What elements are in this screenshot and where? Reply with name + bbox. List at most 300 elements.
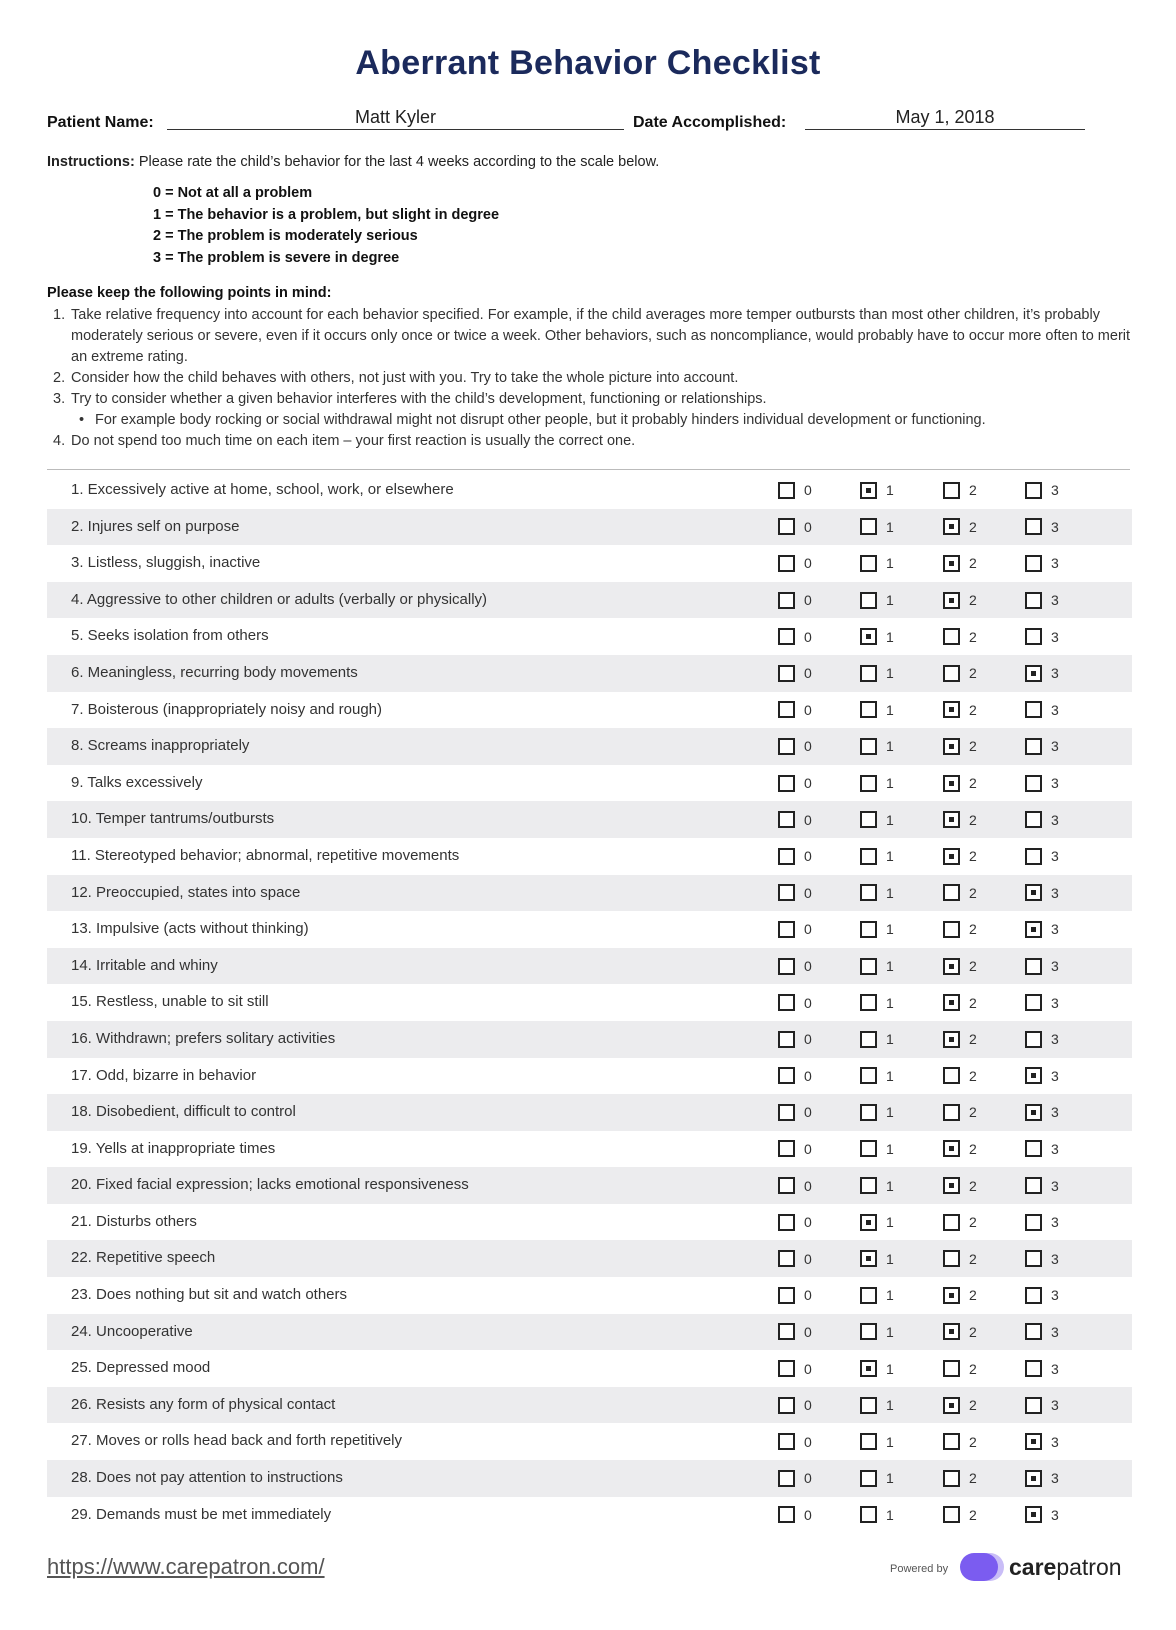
rating-option-3[interactable]	[1025, 1094, 1059, 1131]
rating-option-2[interactable]	[943, 1423, 977, 1460]
rating-checkbox[interactable]	[778, 811, 795, 828]
rating-option-label: 0	[804, 1360, 812, 1377]
date-value[interactable]: May 1, 2018	[895, 107, 995, 127]
rating-option-0[interactable]	[778, 801, 812, 838]
rating-checkbox[interactable]	[860, 921, 877, 938]
rating-checkbox[interactable]	[778, 1360, 795, 1377]
scale-item: 2 = The problem is moderately serious	[153, 228, 418, 244]
rating-checkbox[interactable]	[943, 555, 960, 572]
rating-checkbox[interactable]	[778, 1506, 795, 1523]
rating-checkbox[interactable]	[943, 592, 960, 609]
rating-option-3[interactable]	[1025, 1387, 1059, 1424]
rating-option-label: 1	[886, 1323, 894, 1340]
checklist-row	[47, 911, 1132, 948]
rating-checkbox[interactable]	[860, 1323, 877, 1340]
rating-option-2[interactable]	[943, 984, 977, 1021]
rating-checkbox[interactable]	[778, 775, 795, 792]
rating-option-3[interactable]	[1025, 801, 1059, 838]
rating-checkbox[interactable]	[1025, 1323, 1042, 1340]
checklist-row	[47, 1167, 1132, 1204]
rating-checkbox[interactable]	[943, 994, 960, 1011]
rating-option-label: 3	[1051, 518, 1059, 535]
rating-option-0[interactable]	[778, 692, 812, 729]
rating-option-1[interactable]	[860, 655, 894, 692]
brand-name-bold: care	[1009, 1554, 1057, 1580]
brand-name-rest: patron	[1056, 1554, 1122, 1580]
rating-checkbox[interactable]	[778, 592, 795, 609]
rating-option-2[interactable]	[943, 1387, 977, 1424]
rating-checkbox[interactable]	[860, 482, 877, 499]
rating-option-2[interactable]	[943, 618, 977, 655]
rating-checkbox[interactable]	[778, 1287, 795, 1304]
patient-name-value[interactable]: Matt Kyler	[354, 107, 437, 127]
rating-checkbox[interactable]	[778, 482, 795, 499]
rating-option-3[interactable]	[1025, 984, 1059, 1021]
rating-option-1[interactable]	[860, 948, 894, 985]
rating-checkbox[interactable]	[860, 1104, 877, 1121]
rating-checkbox[interactable]	[1025, 701, 1042, 718]
rating-checkbox[interactable]	[1025, 775, 1042, 792]
rating-option-3[interactable]	[1025, 875, 1059, 912]
checklist-row	[47, 1497, 1132, 1534]
rating-checkbox[interactable]	[860, 1250, 877, 1267]
rating-checkbox[interactable]	[778, 1104, 795, 1121]
rating-option-3[interactable]	[1025, 728, 1059, 765]
rating-option-1[interactable]	[860, 1094, 894, 1131]
rating-checkbox[interactable]	[778, 1140, 795, 1157]
rating-checkbox[interactable]	[943, 1214, 960, 1231]
rating-checkbox[interactable]	[943, 738, 960, 755]
rating-option-label: 0	[804, 701, 812, 718]
rating-checkbox[interactable]	[1025, 1287, 1042, 1304]
rating-checkbox[interactable]	[860, 775, 877, 792]
rating-checkbox[interactable]	[943, 1287, 960, 1304]
rating-option-0[interactable]	[778, 875, 812, 912]
rating-option-2[interactable]	[943, 1350, 977, 1387]
rating-option-0[interactable]	[778, 1131, 812, 1168]
rating-checkbox[interactable]	[860, 1140, 877, 1157]
rating-option-3[interactable]	[1025, 509, 1059, 546]
rating-option-label: 1	[886, 1250, 894, 1267]
rating-option-label: 0	[804, 994, 812, 1011]
rating-checkbox[interactable]	[1025, 1360, 1042, 1377]
rating-checkbox[interactable]	[860, 811, 877, 828]
rating-checkbox[interactable]	[1025, 518, 1042, 535]
checklist-item-text: 29. Demands must be met immediately	[71, 1505, 332, 1523]
rating-option-0[interactable]	[778, 509, 812, 546]
rating-option-3[interactable]	[1025, 545, 1059, 582]
rating-option-label: 2	[969, 811, 977, 828]
rating-option-3[interactable]	[1025, 1131, 1059, 1168]
sub-point	[47, 410, 1132, 431]
sub-point-text: For example body rocking or social withdrawal might not disrupt other people, but it probably hinders individual development or functioning.	[95, 412, 986, 428]
rating-option-0[interactable]	[778, 472, 812, 509]
rating-checkbox[interactable]	[1025, 1397, 1042, 1414]
checklist-item-text: 1. Excessively active at home, school, work, or elsewhere	[71, 481, 454, 498]
rating-option-1[interactable]	[860, 1277, 894, 1314]
rating-checkbox[interactable]	[943, 1140, 960, 1157]
rating-checkbox[interactable]	[860, 518, 877, 535]
rating-option-2[interactable]	[943, 1131, 977, 1168]
rating-option-0[interactable]	[778, 1497, 812, 1534]
rating-checkbox[interactable]	[778, 1067, 795, 1084]
scale-item: 0 = Not at all a problem	[153, 185, 313, 201]
rating-checkbox[interactable]	[778, 848, 795, 865]
rating-checkbox[interactable]	[1025, 738, 1042, 755]
rating-checkbox[interactable]	[860, 701, 877, 718]
rating-checkbox[interactable]	[778, 628, 795, 645]
rating-checkbox[interactable]	[1025, 1031, 1042, 1048]
rating-checkbox[interactable]	[1025, 1067, 1042, 1084]
rating-option-0[interactable]	[778, 984, 812, 1021]
rating-checkbox[interactable]	[778, 958, 795, 975]
rating-option-1[interactable]	[860, 1021, 894, 1058]
rating-checkbox[interactable]	[860, 665, 877, 682]
rating-option-2[interactable]	[943, 1460, 977, 1497]
rating-checkbox[interactable]	[860, 1433, 877, 1450]
rating-option-label: 3	[1051, 1323, 1059, 1340]
rating-option-1[interactable]	[860, 801, 894, 838]
rating-option-2[interactable]	[943, 801, 977, 838]
rating-checkbox[interactable]	[1025, 1470, 1042, 1487]
rating-option-0[interactable]	[778, 948, 812, 985]
rating-option-0[interactable]	[778, 1094, 812, 1131]
rating-option-3[interactable]	[1025, 1350, 1059, 1387]
rating-checkbox[interactable]	[943, 628, 960, 645]
rating-checkbox[interactable]	[860, 884, 877, 901]
rating-checkbox[interactable]	[943, 1323, 960, 1340]
rating-option-1[interactable]	[860, 911, 894, 948]
rating-option-label: 3	[1051, 1104, 1059, 1121]
rating-option-1[interactable]	[860, 472, 894, 509]
rating-checkbox[interactable]	[860, 738, 877, 755]
rating-checkbox[interactable]	[778, 738, 795, 755]
rating-option-1[interactable]	[860, 875, 894, 912]
rating-checkbox[interactable]	[943, 482, 960, 499]
rating-checkbox[interactable]	[778, 665, 795, 682]
rating-option-2[interactable]	[943, 1167, 977, 1204]
rating-checkbox[interactable]	[943, 1031, 960, 1048]
rating-checkbox[interactable]	[860, 994, 877, 1011]
rating-checkbox[interactable]	[778, 1250, 795, 1267]
rating-option-3[interactable]	[1025, 838, 1059, 875]
rating-checkbox[interactable]	[860, 1067, 877, 1084]
rating-option-0[interactable]	[778, 1460, 812, 1497]
rating-checkbox[interactable]	[860, 1031, 877, 1048]
rating-option-0[interactable]	[778, 1277, 812, 1314]
section-divider	[47, 469, 1130, 470]
rating-option-1[interactable]	[860, 838, 894, 875]
rating-option-label: 1	[886, 1287, 894, 1304]
rating-checkbox[interactable]	[778, 1031, 795, 1048]
rating-option-1[interactable]	[860, 1204, 894, 1241]
rating-option-1[interactable]	[860, 1460, 894, 1497]
rating-checkbox[interactable]	[1025, 1506, 1042, 1523]
rating-option-1[interactable]	[860, 1387, 894, 1424]
rating-option-3[interactable]	[1025, 1423, 1059, 1460]
rating-option-label: 1	[886, 1214, 894, 1231]
rating-option-0[interactable]	[778, 1204, 812, 1241]
rating-option-3[interactable]	[1025, 692, 1059, 729]
rating-checkbox[interactable]	[860, 1214, 877, 1231]
rating-checkbox[interactable]	[860, 958, 877, 975]
rating-checkbox[interactable]	[860, 555, 877, 572]
checklist-item-text: 20. Fixed facial expression; lacks emotional responsiveness	[71, 1176, 469, 1194]
rating-option-0[interactable]	[778, 618, 812, 655]
rating-option-3[interactable]	[1025, 1167, 1059, 1204]
rating-checkbox[interactable]	[778, 884, 795, 901]
checklist-row	[47, 692, 1132, 729]
rating-checkbox[interactable]	[860, 628, 877, 645]
point-item	[47, 368, 1132, 389]
rating-checkbox[interactable]	[943, 1067, 960, 1084]
rating-option-1[interactable]	[860, 692, 894, 729]
rating-option-label: 2	[969, 1214, 977, 1231]
checklist-row	[47, 948, 1132, 985]
rating-checkbox[interactable]	[778, 701, 795, 718]
rating-option-1[interactable]	[860, 1167, 894, 1204]
rating-option-3[interactable]	[1025, 618, 1059, 655]
rating-checkbox[interactable]	[943, 884, 960, 901]
rating-checkbox[interactable]	[943, 1397, 960, 1414]
rating-checkbox[interactable]	[860, 848, 877, 865]
rating-checkbox[interactable]	[1025, 884, 1042, 901]
rating-option-0[interactable]	[778, 765, 812, 802]
rating-option-0[interactable]	[778, 582, 812, 619]
rating-checkbox[interactable]	[943, 1360, 960, 1377]
rating-checkbox[interactable]	[778, 1214, 795, 1231]
rating-option-2[interactable]	[943, 1058, 977, 1095]
rating-option-2[interactable]	[943, 838, 977, 875]
rating-checkbox[interactable]	[943, 1104, 960, 1121]
checklist-item-text: 17. Odd, bizarre in behavior	[71, 1066, 257, 1084]
rating-option-2[interactable]	[943, 1204, 977, 1241]
rating-option-2[interactable]	[943, 1314, 977, 1351]
rating-option-label: 1	[886, 592, 894, 609]
rating-option-label: 0	[804, 738, 812, 755]
rating-option-1[interactable]	[860, 1350, 894, 1387]
rating-option-3[interactable]	[1025, 1021, 1059, 1058]
rating-checkbox[interactable]	[1025, 1214, 1042, 1231]
rating-option-0[interactable]	[778, 655, 812, 692]
rating-checkbox[interactable]	[943, 701, 960, 718]
rating-option-label: 1	[886, 1031, 894, 1048]
rating-option-3[interactable]	[1025, 472, 1059, 509]
rating-option-1[interactable]	[860, 1497, 894, 1534]
rating-option-0[interactable]	[778, 1350, 812, 1387]
point-number: 4.	[53, 433, 66, 449]
rating-option-label: 0	[804, 848, 812, 865]
rating-option-3[interactable]	[1025, 1058, 1059, 1095]
rating-option-1[interactable]	[860, 545, 894, 582]
rating-checkbox[interactable]	[860, 1470, 877, 1487]
rating-option-0[interactable]	[778, 1387, 812, 1424]
rating-option-label: 0	[804, 1214, 812, 1231]
rating-option-0[interactable]	[778, 911, 812, 948]
rating-checkbox[interactable]	[1025, 1250, 1042, 1267]
rating-option-label: 2	[969, 665, 977, 682]
rating-option-0[interactable]	[778, 1423, 812, 1460]
rating-option-1[interactable]	[860, 582, 894, 619]
rating-option-2[interactable]	[943, 1094, 977, 1131]
rating-option-label: 3	[1051, 1470, 1059, 1487]
rating-option-0[interactable]	[778, 545, 812, 582]
rating-option-1[interactable]	[860, 1131, 894, 1168]
rating-option-label: 2	[969, 1067, 977, 1084]
rating-option-0[interactable]	[778, 1314, 812, 1351]
rating-option-1[interactable]	[860, 984, 894, 1021]
rating-checkbox[interactable]	[943, 1433, 960, 1450]
rating-option-2[interactable]	[943, 472, 977, 509]
rating-checkbox[interactable]	[778, 518, 795, 535]
rating-option-label: 2	[969, 1433, 977, 1450]
date-label: Date Accomplished:	[633, 114, 787, 131]
rating-option-label: 0	[804, 1433, 812, 1450]
rating-option-0[interactable]	[778, 838, 812, 875]
rating-option-0[interactable]	[778, 1240, 812, 1277]
rating-option-0[interactable]	[778, 1058, 812, 1095]
rating-option-3[interactable]	[1025, 1204, 1059, 1241]
rating-checkbox[interactable]	[778, 1397, 795, 1414]
rating-checkbox[interactable]	[1025, 848, 1042, 865]
rating-option-2[interactable]	[943, 728, 977, 765]
rating-option-2[interactable]	[943, 655, 977, 692]
rating-option-0[interactable]	[778, 1167, 812, 1204]
rating-checkbox[interactable]	[860, 1287, 877, 1304]
rating-checkbox[interactable]	[943, 1470, 960, 1487]
rating-checkbox[interactable]	[943, 848, 960, 865]
rating-option-1[interactable]	[860, 509, 894, 546]
rating-checkbox[interactable]	[860, 1506, 877, 1523]
rating-checkbox[interactable]	[1025, 811, 1042, 828]
rating-checkbox[interactable]	[943, 665, 960, 682]
rating-option-3[interactable]	[1025, 765, 1059, 802]
rating-checkbox[interactable]	[778, 1177, 795, 1194]
rating-option-1[interactable]	[860, 1314, 894, 1351]
rating-option-3[interactable]	[1025, 582, 1059, 619]
point-text: Try to consider whether a given behavior interferes with the child’s development, functioning or relationships.	[71, 391, 767, 407]
point-item	[47, 431, 1132, 452]
rating-checkbox[interactable]	[1025, 592, 1042, 609]
rating-checkbox[interactable]	[778, 1433, 795, 1450]
rating-option-2[interactable]	[943, 545, 977, 582]
checklist-item-text: 16. Withdrawn; prefers solitary activities	[71, 1029, 336, 1047]
rating-option-label: 0	[804, 958, 812, 975]
rating-option-label: 3	[1051, 738, 1059, 755]
rating-checkbox[interactable]	[1025, 1140, 1042, 1157]
rating-option-1[interactable]	[860, 1058, 894, 1095]
rating-checkbox[interactable]	[943, 1250, 960, 1267]
rating-checkbox[interactable]	[943, 1506, 960, 1523]
rating-checkbox[interactable]	[943, 921, 960, 938]
rating-checkbox[interactable]	[943, 811, 960, 828]
rating-option-label: 3	[1051, 482, 1059, 499]
rating-option-2[interactable]	[943, 1021, 977, 1058]
rating-option-2[interactable]	[943, 875, 977, 912]
rating-option-3[interactable]	[1025, 1497, 1059, 1534]
rating-checkbox[interactable]	[1025, 1104, 1042, 1121]
rating-option-1[interactable]	[860, 728, 894, 765]
rating-checkbox[interactable]	[1025, 1433, 1042, 1450]
rating-option-label: 1	[886, 958, 894, 975]
rating-checkbox[interactable]	[943, 1177, 960, 1194]
rating-option-2[interactable]	[943, 1240, 977, 1277]
rating-option-2[interactable]	[943, 509, 977, 546]
rating-option-3[interactable]	[1025, 1240, 1059, 1277]
rating-option-3[interactable]	[1025, 1277, 1059, 1314]
rating-checkbox[interactable]	[1025, 921, 1042, 938]
rating-checkbox[interactable]	[860, 592, 877, 609]
rating-option-3[interactable]	[1025, 1314, 1059, 1351]
checklist-item-text: 8. Screams inappropriately	[71, 737, 250, 755]
rating-checkbox[interactable]	[1025, 628, 1042, 645]
rating-checkbox[interactable]	[778, 1470, 795, 1487]
document-title: Aberrant Behavior Checklist	[355, 44, 821, 82]
rating-option-1[interactable]	[860, 1240, 894, 1277]
footer-url-link[interactable]: https://www.carepatron.com/	[47, 1554, 325, 1579]
rating-checkbox[interactable]	[943, 518, 960, 535]
brand-name	[1009, 1554, 1122, 1581]
rating-checkbox[interactable]	[860, 1177, 877, 1194]
rating-checkbox[interactable]	[1025, 994, 1042, 1011]
rating-checkbox[interactable]	[778, 994, 795, 1011]
rating-checkbox[interactable]	[1025, 555, 1042, 572]
rating-option-label: 3	[1051, 1433, 1059, 1450]
checklist-item-text: 23. Does nothing but sit and watch others	[71, 1286, 348, 1304]
rating-option-3[interactable]	[1025, 911, 1059, 948]
rating-option-2[interactable]	[943, 948, 977, 985]
rating-option-0[interactable]	[778, 728, 812, 765]
rating-option-1[interactable]	[860, 618, 894, 655]
rating-option-label: 1	[886, 665, 894, 682]
rating-option-1[interactable]	[860, 1423, 894, 1460]
rating-option-2[interactable]	[943, 1277, 977, 1314]
rating-checkbox[interactable]	[1025, 958, 1042, 975]
rating-option-0[interactable]	[778, 1021, 812, 1058]
rating-option-label: 1	[886, 884, 894, 901]
checklist-row	[47, 1423, 1132, 1460]
rating-option-3[interactable]	[1025, 655, 1059, 692]
rating-option-3[interactable]	[1025, 1460, 1059, 1497]
rating-checkbox[interactable]	[1025, 482, 1042, 499]
rating-option-label: 1	[886, 555, 894, 572]
rating-checkbox[interactable]	[860, 1397, 877, 1414]
scale-item: 1 = The behavior is a problem, but slight in degree	[153, 206, 500, 223]
rating-checkbox[interactable]	[943, 775, 960, 792]
rating-option-label: 1	[886, 848, 894, 865]
instructions	[47, 154, 659, 170]
rating-checkbox[interactable]	[1025, 1177, 1042, 1194]
rating-option-label: 0	[804, 811, 812, 828]
rating-option-3[interactable]	[1025, 948, 1059, 985]
rating-checkbox[interactable]	[778, 555, 795, 572]
rating-checkbox[interactable]	[778, 921, 795, 938]
rating-option-label: 2	[969, 701, 977, 718]
rating-option-2[interactable]	[943, 582, 977, 619]
rating-option-1[interactable]	[860, 765, 894, 802]
rating-option-2[interactable]	[943, 911, 977, 948]
rating-checkbox[interactable]	[1025, 665, 1042, 682]
rating-option-label: 3	[1051, 921, 1059, 938]
rating-checkbox[interactable]	[778, 1323, 795, 1340]
rating-option-2[interactable]	[943, 765, 977, 802]
rating-checkbox[interactable]	[943, 958, 960, 975]
rating-option-label: 3	[1051, 628, 1059, 645]
rating-checkbox[interactable]	[860, 1360, 877, 1377]
rating-option-2[interactable]	[943, 1497, 977, 1534]
rating-option-2[interactable]	[943, 692, 977, 729]
rating-option-label: 2	[969, 958, 977, 975]
